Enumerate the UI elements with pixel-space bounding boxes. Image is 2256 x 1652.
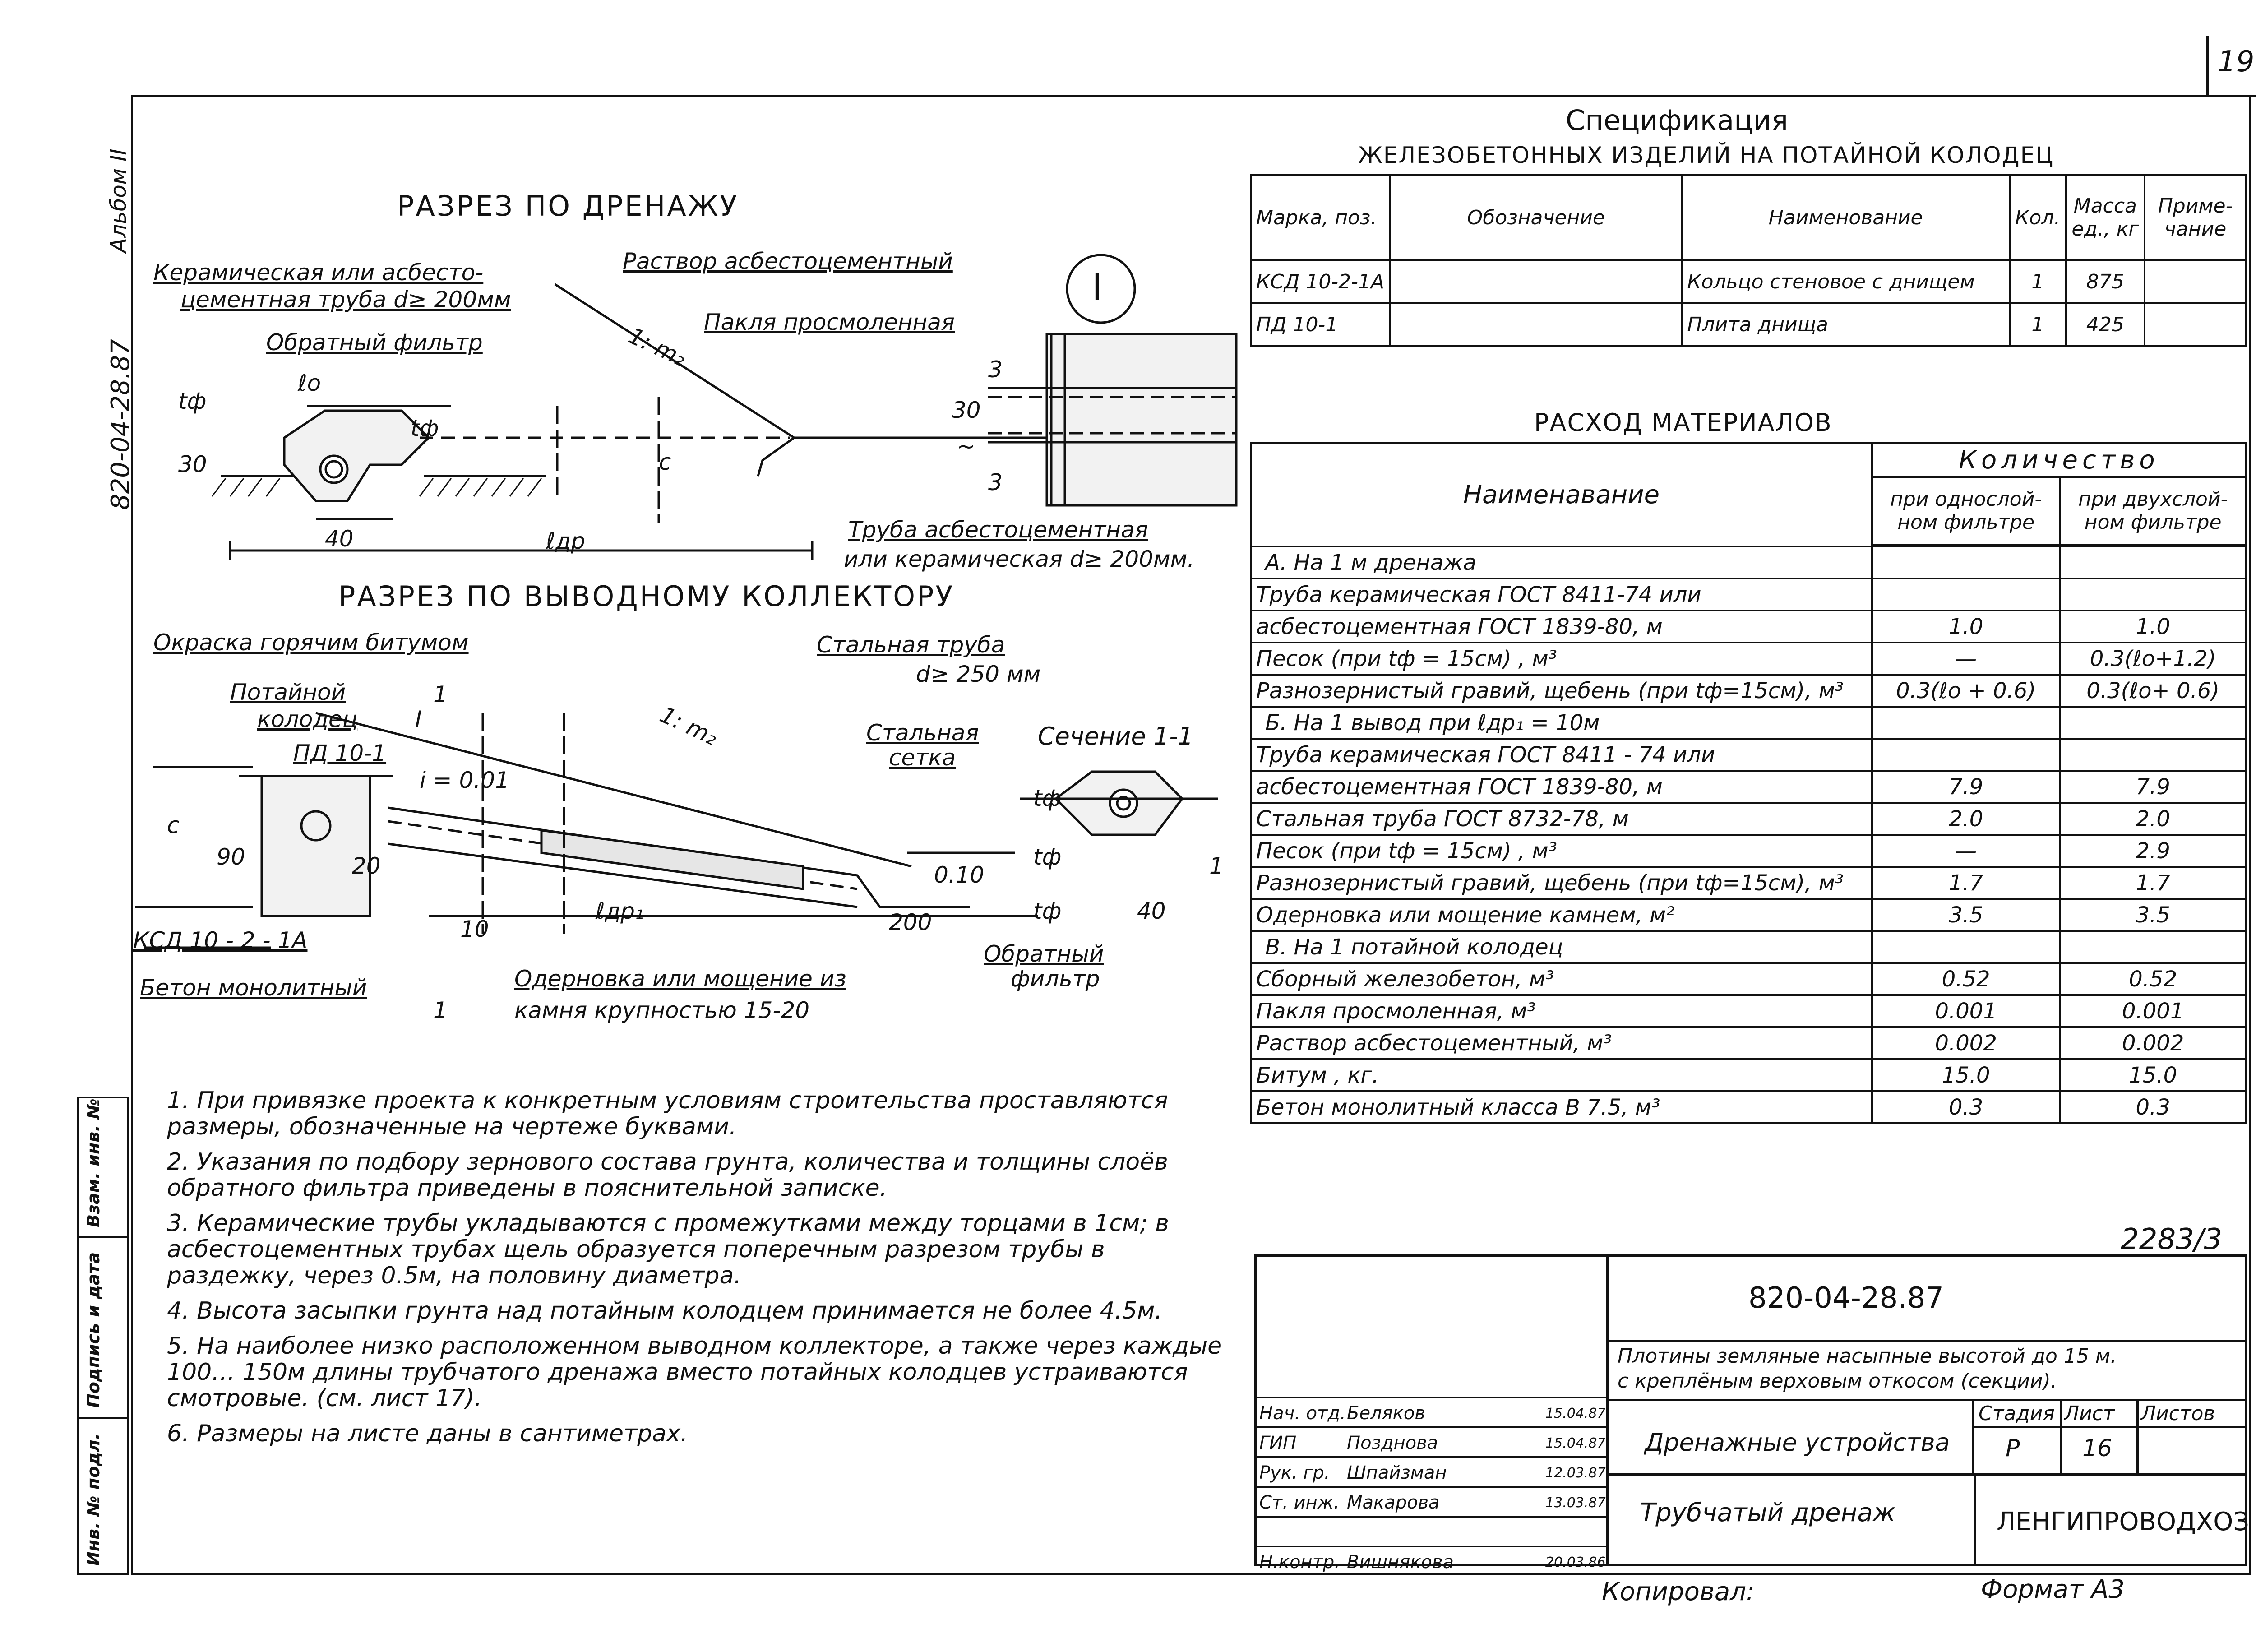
signature-name: Макарова — [1347, 1492, 1440, 1513]
note-3: 3. Керамические трубы укладываются с промежутками между торцами в 1см; в асбестоцементных трубах щель образуется поперечным разрезом трубы в раздежку, через 0.5м, на половину диаметра. — [167, 1210, 1169, 1289]
materials-single-cell: — — [1872, 835, 2060, 867]
materials-double-cell — [2060, 931, 2246, 963]
spec-row — [1251, 260, 2246, 303]
label-mesh-2: сетка — [889, 745, 956, 771]
materials-double-cell: 1.7 — [2060, 867, 2246, 899]
spec-cell: 1 — [2010, 260, 2066, 303]
album-label: Альбом II — [106, 148, 131, 253]
materials-row — [1251, 803, 2246, 835]
label-mesh-1: Стальная — [866, 720, 979, 746]
materials-row — [1251, 931, 2246, 963]
label-pipe-line1: Керамическая или асбесто- — [153, 259, 484, 286]
strip-vzam: Взам. инв. № — [83, 1098, 103, 1227]
label-steel-pipe: Стальная труба — [817, 632, 1005, 658]
note-5: 5. На наиболее низко расположенном выводном коллекторе, а также через каждые 100… 150м длины трубчатого дренажа вместо потайных колодцев устраиваются смотровые. (см. лист 17). — [167, 1333, 1222, 1412]
side-doc-code: 820-04-28.87 — [106, 339, 135, 510]
node-marker: I — [1092, 266, 1103, 308]
materials-double-cell: 0.3(ℓo+ 0.6) — [2060, 675, 2246, 707]
label-concrete: Бетон монолитный — [140, 975, 367, 1001]
label-pipe-bottom1: Труба асбестоцементная — [848, 517, 1148, 543]
signature-date: 15.04.87 — [1545, 1435, 1606, 1451]
label-one: 1 — [1209, 853, 1224, 879]
signature-row — [1257, 1426, 1609, 1456]
label-tow: Пакля просмоленная — [704, 309, 955, 335]
label-sod-1: Одерновка или мощение из — [514, 966, 846, 992]
note-1: 1. При привязке проекта к конкретным условиям строительства проставляются размеры, обозначенные на чертеже буквами. — [167, 1087, 1168, 1140]
materials-name-cell: Битум , кг. — [1251, 1059, 1872, 1091]
materials-title: РАСХОД МАТЕРИАЛОВ — [1534, 408, 1832, 437]
label-filter-1: Обратный — [984, 941, 1104, 967]
materials-double-cell — [2060, 578, 2246, 611]
materials-row — [1251, 995, 2246, 1027]
materials-single-cell: — — [1872, 643, 2060, 675]
spec-cell: КСД 10-2-1А — [1251, 260, 1390, 303]
stage-divider — [1974, 1426, 2245, 1428]
materials-name-cell: Сборный железобетон, м³ — [1251, 963, 1872, 995]
materials-row — [1251, 675, 2246, 707]
stamp-org: ЛЕНГИПРОВОДХОЗ — [1997, 1507, 2250, 1536]
spec-cell: 1 — [2010, 303, 2066, 346]
materials-single-cell: 3.5 — [1872, 899, 2060, 931]
signature-date: 12.03.87 — [1545, 1465, 1606, 1481]
label-tf-2: tф — [1033, 844, 1062, 870]
materials-single-cell: 1.7 — [1872, 867, 2060, 899]
spec-subtitle: ЖЕЛЕЗОБЕТОННЫХ ИЗДЕЛИЙ НА ПОТАЙНОЙ КОЛОДЕЦ — [1358, 142, 2054, 168]
materials-name-cell: Пакля просмоленная, м³ — [1251, 995, 1872, 1027]
label-d40: 40 — [1137, 898, 1166, 924]
spec-cell: ПД 10-1 — [1251, 303, 1390, 346]
label-cut-no-bottom: 1 — [433, 997, 448, 1023]
label-lo: ℓo — [298, 370, 321, 396]
stamp-sheet-name: Дренажные устройства — [1645, 1428, 1950, 1457]
stage-vdivider-1 — [2060, 1401, 2062, 1476]
materials-row — [1251, 867, 2246, 899]
spec-cell — [2145, 260, 2246, 303]
materials-h-double: при двухслой- ном фильтре — [2060, 477, 2246, 545]
label-reverse-filter: Обратный фильтр — [266, 329, 483, 356]
label-d010: 0.10 — [934, 862, 985, 888]
label-d10: 10 — [460, 916, 489, 942]
materials-row — [1251, 707, 2246, 739]
label-tf-right: tф — [411, 415, 439, 441]
label-dim-30: 30 — [178, 451, 207, 477]
label-slope: 1: m₂ — [624, 322, 690, 372]
materials-name-cell: асбестоцементная ГОСТ 1839-80, м — [1251, 611, 1872, 643]
strip-inv: Инв. № подл. — [83, 1433, 103, 1566]
strip-podpis: Подпись и дата — [83, 1252, 103, 1408]
signature-date: 13.03.87 — [1545, 1495, 1606, 1511]
materials-single-cell: 2.0 — [1872, 803, 2060, 835]
signature-date: 15.04.87 — [1545, 1406, 1606, 1421]
node-dim-3b: 3 — [988, 469, 1003, 495]
materials-single-cell: 1.0 — [1872, 611, 2060, 643]
signature-row — [1257, 1516, 1609, 1546]
notes-block — [167, 1087, 1241, 1447]
materials-double-cell — [2060, 739, 2246, 771]
note-2: 2. Указания по подбору зернового состава грунта, количества и толщины слоёв обратного фильтра приведены в пояснительной записке. — [167, 1148, 1168, 1202]
label-cut-marker: I — [415, 706, 422, 732]
materials-single-cell: 0.002 — [1872, 1027, 2060, 1059]
label-ldr: ℓдр — [546, 528, 585, 554]
stamp-code: 820-04-28.87 — [1748, 1282, 1944, 1315]
signature-date: 20.03.86 — [1545, 1555, 1606, 1570]
spec-cell — [2145, 303, 2246, 346]
materials-table — [1250, 442, 2247, 1124]
spec-h-note: Приме- чание — [2145, 175, 2246, 260]
materials-h-name: Наименавание — [1251, 443, 1872, 546]
label-c-collector: c — [167, 812, 180, 838]
materials-name-cell: Песок (при tф = 15см) , м³ — [1251, 835, 1872, 867]
spec-table — [1250, 174, 2247, 347]
format-label: Формат А3 — [1981, 1575, 2125, 1604]
materials-row — [1251, 611, 2246, 643]
label-well-2: колодец — [257, 706, 358, 732]
materials-name-cell: Б. На 1 вывод при ℓдр₁ = 10м — [1251, 707, 1872, 739]
materials-double-cell: 2.9 — [2060, 835, 2246, 867]
label-d90: 90 — [217, 844, 245, 870]
drainage-section-title: РАЗРЕЗ ПО ДРЕНАЖУ — [397, 190, 739, 222]
spec-h-mark: Марка, поз. — [1251, 175, 1390, 260]
materials-name-cell: асбестоцементная ГОСТ 1839-80, м — [1251, 771, 1872, 803]
page-number: 19 — [2218, 45, 2255, 79]
spec-cell — [1390, 303, 1682, 346]
materials-single-cell: 15.0 — [1872, 1059, 2060, 1091]
label-d200: 200 — [889, 909, 932, 935]
stamp-drawing: Трубчатый дренаж — [1640, 1498, 1895, 1527]
signature-name: Позднова — [1347, 1433, 1438, 1453]
signature-role: Ст. инж. — [1259, 1492, 1340, 1513]
materials-single-cell: 0.001 — [1872, 995, 2060, 1027]
materials-name-cell: Труба керамическая ГОСТ 8411 - 74 или — [1251, 739, 1872, 771]
materials-row — [1251, 578, 2246, 611]
materials-single-cell — [1872, 546, 2060, 578]
label-section-1-1: Сечение 1-1 — [1038, 722, 1194, 750]
label-mortar: Раствор асбестоцементный — [623, 248, 953, 274]
materials-name-cell: А. На 1 м дренажа — [1251, 546, 1872, 578]
note-4: 4. Высота засыпки грунта над потайным колодцем принимается не более 4.5м. — [167, 1297, 1162, 1324]
stamp-sheet-header: Лист — [2064, 1402, 2115, 1425]
stamp-sheets-header: Листов — [2141, 1402, 2215, 1425]
node-dim-3a: 3 — [988, 356, 1003, 383]
org-divider — [1974, 1476, 1976, 1566]
label-tf-3: tф — [1033, 898, 1062, 924]
label-pipe-bottom2: или керамическая d≥ 200мм. — [844, 546, 1195, 572]
materials-double-cell: 0.3 — [2060, 1091, 2246, 1123]
materials-name-cell: Труба керамическая ГОСТ 8411-74 или — [1251, 578, 1872, 611]
label-tf-1: tф — [1033, 785, 1062, 811]
collector-section-title: РАЗРЕЗ ПО ВЫВОДНОМУ КОЛЛЕКТОРУ — [338, 580, 955, 613]
signature-role: ГИП — [1259, 1433, 1297, 1453]
signature-row — [1257, 1546, 1609, 1575]
spec-cell: Кольцо стеновое с днищем — [1682, 260, 2009, 303]
label-pd: ПД 10-1 — [293, 740, 387, 766]
label-l-dr1: ℓдр₁ — [596, 898, 644, 924]
materials-single-cell: 7.9 — [1872, 771, 2060, 803]
stamp-sheet: 16 — [2082, 1435, 2113, 1462]
materials-name-cell: Песок (при tф = 15см) , м³ — [1251, 643, 1872, 675]
materials-single-cell — [1872, 578, 2060, 611]
spec-h-name: Наименование — [1682, 175, 2009, 260]
spec-cell — [1390, 260, 1682, 303]
spec-cell: 425 — [2066, 303, 2145, 346]
signature-role: Н.контр. — [1259, 1552, 1340, 1573]
node-tilde: ~ — [957, 433, 975, 459]
materials-name-cell: Разнозернистый гравий, щебень (при tф=15см), м³ — [1251, 675, 1872, 707]
materials-name-cell: Разнозернистый гравий, щебень (при tф=15см), м³ — [1251, 867, 1872, 899]
materials-single-cell — [1872, 739, 2060, 771]
stage-vdivider-2 — [2136, 1401, 2139, 1476]
materials-row — [1251, 963, 2246, 995]
label-slope-collector: 1: m₂ — [656, 701, 722, 751]
label-c: c — [659, 449, 671, 475]
node-detail-drawing — [970, 244, 1250, 523]
label-steel-pipe-d: d≥ 250 мм — [916, 661, 1041, 687]
signature-row — [1257, 1486, 1609, 1516]
materials-double-cell: 0.3(ℓo+1.2) — [2060, 643, 2246, 675]
materials-double-cell — [2060, 707, 2246, 739]
materials-double-cell: 2.0 — [2060, 803, 2246, 835]
materials-row — [1251, 1027, 2246, 1059]
spec-title: Спецификация — [1566, 104, 1789, 137]
signature-role: Нач. отд. — [1259, 1403, 1346, 1424]
spec-h-designation: Обозначение — [1390, 175, 1682, 260]
people-list — [1257, 1397, 1609, 1575]
materials-name-cell: Одерновка или мощение камнем, м² — [1251, 899, 1872, 931]
materials-single-cell: 0.52 — [1872, 963, 2060, 995]
materials-single-cell: 0.3 — [1872, 1091, 2060, 1123]
materials-row — [1251, 546, 2246, 578]
node-dim-30: 30 — [952, 397, 981, 423]
title-block — [1254, 1254, 2250, 1573]
archive-number: 2283/3 — [2121, 1223, 2223, 1256]
materials-double-cell: 7.9 — [2060, 771, 2246, 803]
materials-double-cell: 0.002 — [2060, 1027, 2246, 1059]
label-pipe-line2: цементная труба d≥ 200мм — [180, 287, 511, 313]
materials-row — [1251, 835, 2246, 867]
label-dim-40: 40 — [325, 526, 354, 552]
label-tf-left: tф — [178, 388, 207, 414]
stamp-project-2: с креплёным верховым откосом (секции). — [1618, 1370, 2057, 1393]
materials-single-cell — [1872, 931, 2060, 963]
materials-row — [1251, 771, 2246, 803]
materials-h-qty: Количество — [1872, 443, 2246, 477]
spec-row — [1251, 303, 2246, 346]
label-filter-2: фильтр — [1011, 966, 1100, 992]
spec-cell: Плита днища — [1682, 303, 2009, 346]
materials-single-cell: 0.3(ℓo + 0.6) — [1872, 675, 2060, 707]
signature-name: Вишнякова — [1347, 1552, 1454, 1573]
label-sod-2: камня крупностью 15-20 — [514, 997, 810, 1023]
label-ksd: КСД 10 - 2 - 1А — [133, 927, 308, 953]
label-slope-i: i = 0.01 — [420, 767, 509, 793]
materials-double-cell: 1.0 — [2060, 611, 2246, 643]
signature-role: Рук. гр. — [1259, 1462, 1330, 1483]
materials-double-cell: 3.5 — [2060, 899, 2246, 931]
materials-double-cell — [2060, 546, 2246, 578]
materials-row — [1251, 643, 2246, 675]
materials-row — [1251, 899, 2246, 931]
signature-name: Шпайзман — [1347, 1462, 1447, 1483]
label-d20: 20 — [352, 853, 381, 879]
label-well-1: Потайной — [230, 679, 346, 705]
materials-single-cell — [1872, 707, 2060, 739]
stamp-project-1: Плотины земляные насыпные высотой до 15 м. — [1618, 1345, 2117, 1368]
copied-by: Копировал: — [1602, 1577, 1755, 1606]
spec-h-mass: Масса ед., кг — [2066, 175, 2145, 260]
signature-row — [1257, 1397, 1609, 1426]
signature-row — [1257, 1456, 1609, 1486]
label-cut-no-top: 1 — [433, 681, 448, 708]
spec-cell: 875 — [2066, 260, 2145, 303]
materials-name-cell: Раствор асбестоцементный, м³ — [1251, 1027, 1872, 1059]
signature-name: Беляков — [1347, 1403, 1425, 1424]
materials-h-single: при однослой- ном фильтре — [1872, 477, 2060, 545]
materials-name-cell: Бетон монолитный класса В 7.5, м³ — [1251, 1091, 1872, 1123]
stamp-stage-header: Стадия — [1979, 1402, 2055, 1425]
materials-double-cell: 15.0 — [2060, 1059, 2246, 1091]
materials-double-cell: 0.001 — [2060, 995, 2246, 1027]
materials-double-cell: 0.52 — [2060, 963, 2246, 995]
materials-row — [1251, 739, 2246, 771]
materials-row — [1251, 1091, 2246, 1123]
stamp-stage: Р — [2006, 1435, 2020, 1462]
note-6: 6. Размеры на листе даны в сантиметрах. — [167, 1420, 688, 1447]
label-bitumen: Окраска горячим битумом — [153, 629, 469, 656]
materials-name-cell: В. На 1 потайной колодец — [1251, 931, 1872, 963]
materials-name-cell: Стальная труба ГОСТ 8732-78, м — [1251, 803, 1872, 835]
spec-h-qty: Кол. — [2010, 175, 2066, 260]
materials-row — [1251, 1059, 2246, 1091]
